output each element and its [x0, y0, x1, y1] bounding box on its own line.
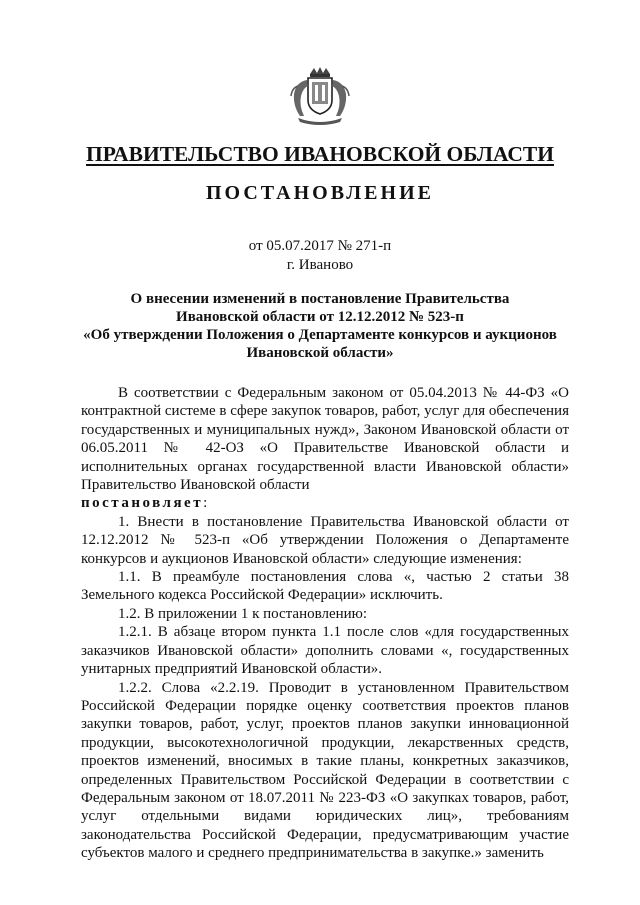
subject-line-2: Ивановской области от 12.12.2012 № 523-п [176, 309, 464, 325]
paragraph-item-1: 1. Внести в постановление Правительства Ивановской области от 12.12.2012 № 523-п «Об утверждении Положения о Департаменте конкурсов и аукционов Ивановской области» следующие изменения: [81, 513, 569, 567]
subject-line-1: О внесении изменений в постановление Правительства [130, 291, 510, 307]
document-subject [70, 290, 570, 362]
subject-line-4: Ивановской области» [246, 345, 394, 361]
paragraph-item-1-2: 1.2. В приложении 1 к постановлению: [118, 605, 368, 622]
preamble-paragraph [81, 384, 569, 494]
resolution-word: постановляет [81, 495, 204, 512]
document-body [81, 384, 569, 863]
date-number-line: от 05.07.2017 № 271-п [248, 238, 392, 254]
preamble-resolution-line [81, 494, 569, 512]
city-line: г. Иваново [286, 257, 354, 273]
resolution-colon: : [203, 495, 208, 512]
subject-line-3: «Об утверждении Положения о Департаменте конкурсов и аукционов [83, 327, 557, 343]
paragraph-item-1-1: 1.1. В преамбуле постановления слова «, частью 2 статьи 38 Земельного кодекса Российской Федерации» исключить. [81, 569, 569, 604]
document-type-heading: ПОСТАНОВЛЕНИЕ [206, 182, 434, 204]
coat-of-arms-emblem [288, 66, 352, 126]
preamble-text: В соответствии с Федеральным законом от 05.04.2013 № 44-ФЗ «О контрактной системе в сфере закупок товаров, работ, услуг для обеспечения государственных и муниципальных нужд», Законом Ивановской области от 06.05.2011 № 42-ОЗ «О Правительстве Ивановской области и исполнительных органах государственной власти Ивановской области» Правительство Ивановской области [81, 385, 569, 494]
paragraph-item-1-2-1: 1.2.1. В абзаце втором пункта 1.1 после слов «для государственных заказчиков Ивановской области» дополнить словами «, государственных унитарных предприятий Ивановской области». [81, 624, 569, 678]
coat-of-arms-icon [288, 66, 352, 126]
government-title: ПРАВИТЕЛЬСТВО ИВАНОВСКОЙ ОБЛАСТИ [86, 142, 554, 166]
paragraph-item-1-2-2: 1.2.2. Слова «2.2.19. Проводит в установленном Правительством Российской Федерации порядке оценку соответствия проектов планов закупки товаров, работ, услуг, проектов планов закупки инновационной продукции, высокотехнологичной продукции, лекарственных средств, проектов изменений, вносимых в такие планы, конкретных заказчиков, определенных Правительством Российской Федерации в соответствии с Федеральным законом от 18.07.2011 № 223-ФЗ «О закупках товаров, работ, услуг отдельными видами юридических лиц», требованиям законодательства Российской Федерации, предусматривающим участие субъектов малого и среднего предпринимательства в закупке.» заменить [81, 679, 569, 862]
